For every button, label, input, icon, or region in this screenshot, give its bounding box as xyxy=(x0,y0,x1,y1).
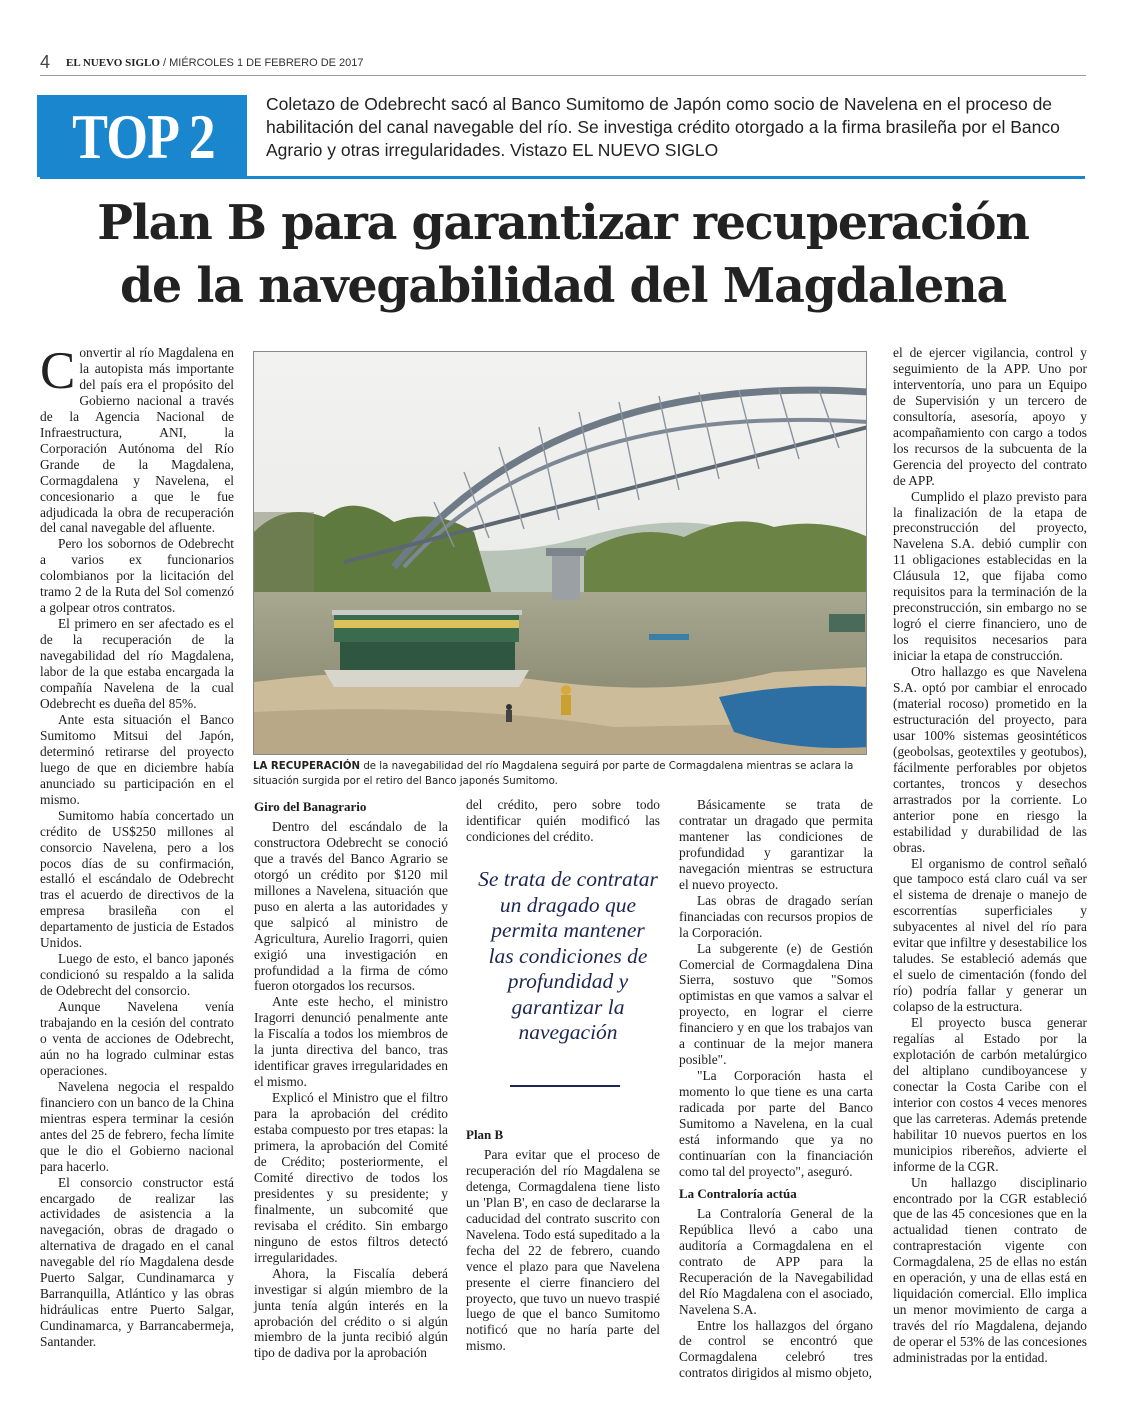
article-column-4 xyxy=(679,797,873,1381)
edition-date: / MIÉRCOLES 1 DE FEBRERO DE 2017 xyxy=(159,57,364,69)
pull-quote: Se trata de contratar un dragado que permita mantener las condiciones de profundidad y garantizar la navegación xyxy=(478,867,658,1044)
publication-name: EL NUEVO SIGLO xyxy=(66,57,160,69)
paragraph: Cumplido el plazo previsto para la finalización de la etapa de preconstrucción del proyecto, Navelena S.A. debió cumplir con 11 obligaciones establecidas en la Cláusula 12, que fijaba como requisitos para la terminación de la preconstrucción, sin embargo no se logró el cierre financiero, uno de los requisitos necesarios para iniciar la etapa de construcción. xyxy=(893,488,1087,664)
paragraph: El consorcio constructor está encargado de realizar las actividades de asistencia a la navegación, obras de dragado o alternativa de dragado en el canal navegable del río Magdalena desde Puerto Salgar, Cundinamarca y Barranquilla, Atlántico y las obras hidráulicas entre Puerto Salgar, Cundinamarca, y Barrancabermeja, Santander. xyxy=(40,1174,234,1350)
headline xyxy=(40,192,1086,318)
subheading: La Contraloría actúa xyxy=(679,1185,797,1201)
paragraph: Pero los sobornos de Odebrecht a varios ex funcionarios colombianos por la licitación del tramo 2 de la Ruta del Sol comenzó a golpear otros contratos. xyxy=(40,536,234,616)
caption-lead: LA RECUPERACIÓN xyxy=(253,761,361,772)
headline-line-2: de la navegabilidad del Magdalena xyxy=(119,258,1007,314)
running-header xyxy=(40,52,1086,76)
paragraph: Ante este hecho, el ministro Iragorri denunció penalmente ante la Fiscalía a todos los miembros de la junta directiva del banco, tras identificar graves irregularidades en el mismo. xyxy=(254,994,448,1090)
headline-line-1: Plan B para garantizar recuperación xyxy=(97,195,1029,251)
article-column-2 xyxy=(254,797,448,1361)
paragraph: Explicó el Ministro que el filtro para la aprobación del crédito estaba compuesto por tres etapas: la primera, la aprobación del Comité de Crédito; posteriormente, el Comité directivo de todos los presidentes y su presidente; y finalmente, un subcomité que revisaba el crédito. Sin embargo ninguno de estos filtros detectó irregularidades. xyxy=(254,1090,448,1265)
drop-cap: C xyxy=(40,342,76,400)
paragraph: Básicamente se trata de contratar un dragado que permita mantener las condiciones de profundidad y garantizar la navegación mientras se estructura el nuevo proyecto. xyxy=(679,797,873,892)
paragraph: del crédito, pero sobre todo identificar quién modificó las condiciones del crédito. xyxy=(466,797,660,844)
page-number: 4 xyxy=(40,52,51,72)
paragraph: Para evitar que el proceso de recuperación del río Magdalena se detenga, Cormagdalena tiene listo un 'Plan B', en caso de declararse la caducidad del contrato suscrito con Navelena. Todo está supeditado a la fecha del 22 de febrero, cuando vence el plazo para que Navelena presente el cierre financiero del proyecto, que tuvo un nuevo traspié luego de que el banco Sumitomo notificó que no haría parte del mismo. xyxy=(466,1146,660,1354)
paragraph: El primero en ser afectado es el de la recuperación de la navegabilidad del río Magdalena, labor de la que estaba encargada la compañía Navelena de la cual Odebrecht es dueña del 85%. xyxy=(40,616,234,711)
paragraph: La subgerente (e) de Gestión Comercial de Cormagdalena Dina Sierra, sostuvo que "Somos optimistas en que vamos a salvar el proyecto, en lograr el cierre financiero y en que los trabajos van a continuar de la mejor manera posible". xyxy=(679,940,873,1068)
caption-text: de la navegabilidad del río Magdalena seguirá por parte de Cormagdalena mientras se aclara la situación surgida por el retiro del Banco japonés Sumitomo. xyxy=(253,761,854,787)
paragraph: Dentro del escándalo de la constructora Odebrecht se conoció que a través del Banco Agrario se otorgó un crédito por $120 mil millones a Navelena, situación que puso en alerta a las autoridades y que salpicó al ministro de Agricultura, Aurelio Iragorri, quien exigió una investigación en profundidad a la firma de cómo fueron otorgados los recursos. xyxy=(254,818,448,994)
article-column-3-lower xyxy=(466,1125,660,1354)
paragraph: Convertir al río Magdalena en la autopista más importante del país era el propósito del Gobierno nacional a través de la Agencia Nacional de Infraestructura, ANI, la Corporación Autónoma del Río Grande de la Magdalena, Cormagdalena y Navelena, el concesionario a que le fue adjudicada la obra de recuperación del canal navegable del afluente. xyxy=(40,342,234,536)
paragraph: Ante esta situación el Banco Sumitomo Mitsui del Japón, determinó retirarse del proyecto luego de que en diciembre había anunciado su participación en el mismo. xyxy=(40,711,234,807)
paragraph: el de ejercer vigilancia, control y seguimiento de la APP. Uno por interventoría, uno para un Equipo de Supervisión y un tercero de consultoría, asesoría, apoyo y acompañamiento con cargo a todos los recursos de la subcuenta de la Gerencia del proyecto del contrato de APP. xyxy=(893,345,1087,488)
section-rule xyxy=(40,176,1085,179)
paragraph: Sumitomo había concertado un crédito de US$250 millones al consorcio Navelena, pero a los pocos días de su confirmación, estalló el escándalo de Odebrecht tras el acuerdo de directivos de la empresa brasileña con el departamento de justicia de Estados Unidos. xyxy=(40,807,234,951)
subheading: Giro del Banagrario xyxy=(254,799,367,814)
photo-caption xyxy=(253,759,867,789)
paragraph: Luego de esto, el banco japonés condicionó su respaldo a la salida de Odebrecht del consorcio. xyxy=(40,951,234,999)
paragraph: Otro hallazgo es que Navelena S.A. optó por cambiar el enrocado (material rocoso) prometido en la estructuración del proyecto, para usar 100% sistemas geosintéticos (geobolsas, geotextiles y geotubos), fácilmente perforables por objetos cortantes, troncos y desechos arrastrados por la corriente. Lo anterior pone en riesgo la estabilidad y durabilidad de las obras. xyxy=(893,664,1087,855)
subheading: Plan B xyxy=(466,1127,504,1142)
paragraph: El organismo de control señaló que tampoco está claro cuál va ser el sistema de drenaje o manejo de escorrentías superficiales y subyacentes al nivel del río para evitar que infiltre y desestabilice los taludes. Se estableció además que el suelo de cimentación (fondo del río) podría fallar y generar un colapso de la estructura. xyxy=(893,855,1087,1015)
paragraph: Las obras de dragado serían financiadas con recursos propios de la Corporación. xyxy=(679,892,873,940)
photo-illustration xyxy=(254,352,867,755)
paragraph: Navelena negocia el respaldo financiero con un banco de la China mientras espera terminar la cesión antes del 25 de febrero, fecha límite que le dio el Gobierno nacional para hacerlo. xyxy=(40,1078,234,1174)
paragraph: La Contraloría General de la República llevó a cabo una auditoría a Cormagdalena en el contrato de APP para la Recuperación de la Navegabilidad del Río Magdalena con el asociado, Navelena S.A. xyxy=(679,1205,873,1317)
paragraph: Entre los hallazgos del órgano de control se encontró que Cormagdalena celebró tres contratos dirigidos al mismo objeto, xyxy=(679,1317,873,1381)
pull-quote-rule xyxy=(510,1085,620,1087)
article-column-3 xyxy=(466,797,660,845)
paragraph: Aunque Navelena venía trabajando en la cesión del contrato o venta de acciones de Odebrecht, aún no ha logrado culminar estas operaciones. xyxy=(40,999,234,1078)
section-tag: TOP 2 xyxy=(72,101,215,172)
article-column-1 xyxy=(40,342,234,1350)
paragraph: Ahora, la Fiscalía deberá investigar si algún miembro de la junta tenía algún interés en la aprobación del crédito o si algún miembro de la junta recibió algún tipo de dadiva por la aprobación xyxy=(254,1265,448,1361)
kicker-summary: Coletazo de Odebrecht sacó al Banco Sumitomo de Japón como socio de Navelena en el proceso de habilitación del canal navegable del río. Se investiga crédito otorgado a la firma brasileña por el Banco Agrario y otras irregularidades. Vistazo EL NUEVO SIGLO xyxy=(266,94,1060,160)
article-column-5 xyxy=(893,345,1087,1366)
paragraph: Un hallazgo disciplinario encontrado por la CGR estableció que de las 45 concesiones que en la actualidad tienen contrato de contraprestación vigente con Cormagdalena, 25 de ellas no están en operación, y una de ellas está en liquidación comercial. Ello implica un menor movimiento de carga a través del río Magdalena, dejando de operar el 53% de las concesiones administradas por la entidad. xyxy=(893,1174,1087,1366)
paragraph: "La Corporación hasta el momento lo que tiene es una carta radicada por parte del Banco Sumitomo a Navelena, en la cual está informando que ya no continuarían con la financiación como tal del proyecto", aseguró. xyxy=(679,1068,873,1179)
paragraph: El proyecto busca generar regalías al Estado por la explotación de carbón metalúrgico del altiplano cundiboyancese y conectar la Costa Caribe con el interior con costos 4 veces menores que las carreteras. Además pretende habilitar 10 nuevos puertos en los municipios ribereños, advierte el informe de la CGR. xyxy=(893,1015,1087,1174)
bridge-river-photo xyxy=(253,351,867,755)
